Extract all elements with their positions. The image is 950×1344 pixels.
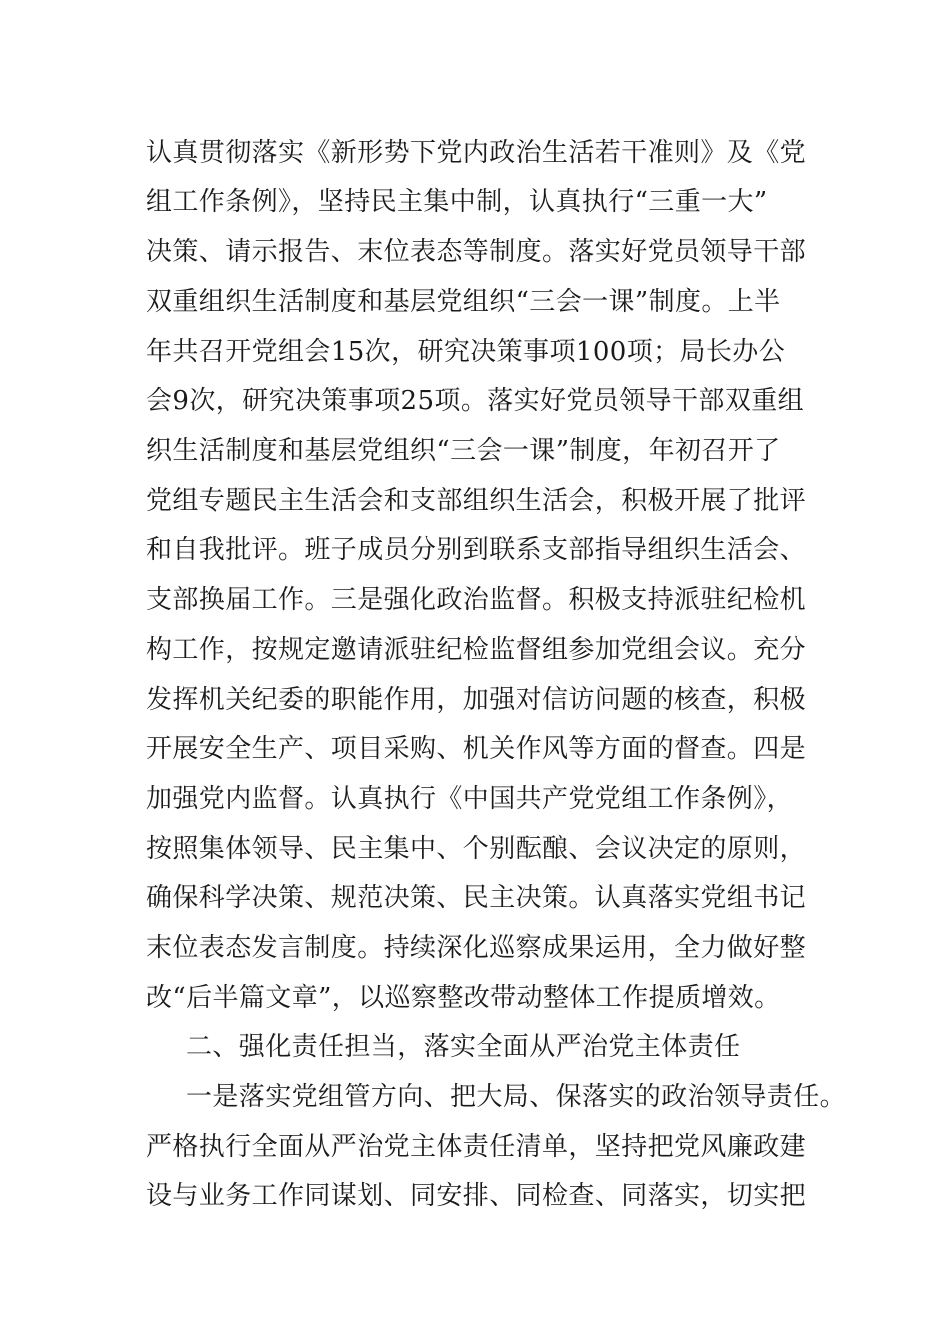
body-text-line: 年共召开党组会15次，研究决策事项100项；局长办公	[146, 337, 786, 367]
body-text-line: 发挥机关纪委的职能作用，加强对信访问题的核查，积极	[146, 685, 807, 715]
paragraph-first-line: 一是落实党组管方向、把大局、保落实的政治领导责任。	[186, 1082, 847, 1112]
body-text-line: 改“后半篇文章”，以巡察整改带动整体工作提质增效。	[146, 983, 781, 1013]
body-text-line: 末位表态发言制度。持续深化巡察成果运用，全力做好整	[146, 933, 807, 963]
body-text-line: 支部换届工作。三是强化政治监督。积极支持派驻纪检机	[146, 585, 807, 615]
body-text-line: 组工作条例》，坚持民主集中制，认真执行“三重一大”	[146, 187, 768, 217]
body-text-line: 开展安全生产、项目采购、机关作风等方面的督查。四是	[146, 734, 807, 764]
body-text-line: 和自我批评。班子成员分别到联系支部指导组织生活会、	[146, 535, 807, 565]
body-text-line: 设与业务工作同谋划、同安排、同检查、同落实，切实把	[146, 1181, 807, 1211]
body-text-line: 确保科学决策、规范决策、民主决策。认真落实党组书记	[146, 883, 807, 913]
body-text-line: 双重组织生活制度和基层党组织“三会一课”制度。上半	[146, 287, 781, 317]
body-text-line: 按照集体领导、民主集中、个别酝酿、会议决定的原则，	[146, 834, 807, 864]
body-text-line: 织生活制度和基层党组织“三会一课”制度，年初召开了	[146, 436, 781, 466]
body-text-line: 党组专题民主生活会和支部组织生活会，积极开展了批评	[146, 486, 807, 516]
body-text-line: 严格执行全面从严治党主体责任清单，坚持把党风廉政建	[146, 1132, 807, 1162]
section-heading: 二、强化责任担当，落实全面从严治党主体责任	[186, 1032, 741, 1062]
body-text-line: 加强党内监督。认真执行《中国共产党党组工作条例》，	[146, 784, 794, 814]
body-text-line: 决策、请示报告、末位表态等制度。落实好党员领导干部	[146, 237, 807, 267]
body-text-line: 构工作，按规定邀请派驻纪检监督组参加党组会议。充分	[146, 635, 807, 665]
body-text-line: 认真贯彻落实《新形势下党内政治生活若干准则》及《党	[146, 138, 807, 168]
body-text-line: 会9次，研究决策事项25项。落实好党员领导干部双重组	[146, 386, 805, 416]
